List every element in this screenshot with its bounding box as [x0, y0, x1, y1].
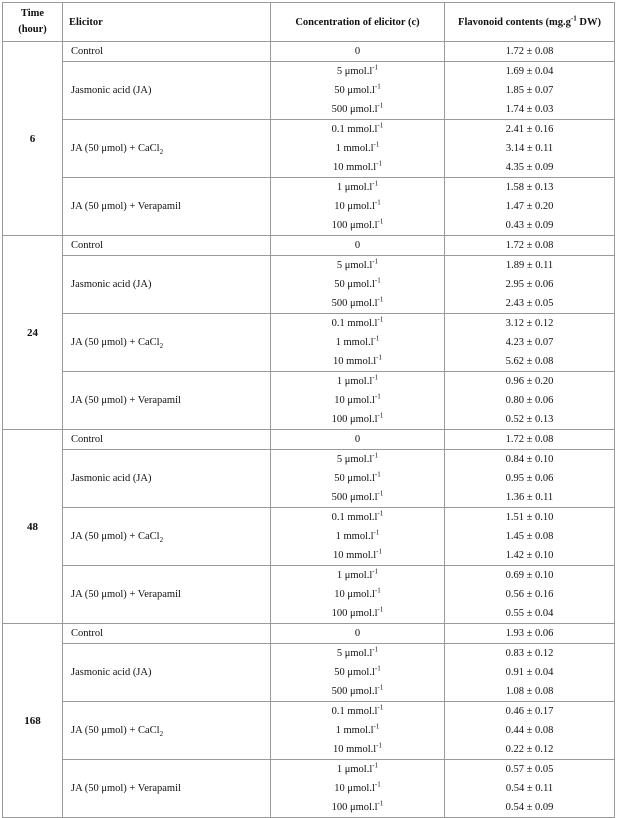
conc-value: 0	[354, 628, 361, 639]
conc-value	[271, 644, 444, 663]
unit-superscript: -1	[372, 567, 379, 576]
flavonoid-value: 0.55 ± 0.04	[505, 608, 554, 619]
flavonoid-value: 3.14 ± 0.11	[505, 143, 554, 154]
flavonoid-value: 3.12 ± 0.12	[505, 318, 554, 329]
flavonoid-value: 1.72 ± 0.08	[505, 46, 554, 57]
flavonoid-value: 0.69 ± 0.10	[505, 570, 554, 581]
header-time-label: Time	[20, 8, 45, 19]
unit-superscript: -1	[377, 121, 384, 130]
conc-value	[271, 391, 444, 410]
conc-value	[271, 178, 444, 197]
conc-stack	[271, 450, 445, 508]
elicitor-ja: Jasmonic acid (JA)	[63, 644, 271, 702]
table-row	[3, 372, 615, 430]
conc-text: 5 μmol.l	[336, 648, 373, 659]
conc-value	[271, 527, 444, 546]
header-flavonoid-label: Flavonoid contents (mg.g	[458, 16, 571, 28]
flavonoid-value: 0.22 ± 0.12	[505, 744, 554, 755]
conc-text: 500 μmol.l	[331, 298, 378, 309]
elicitor-label: JA (50 μmol) + CaCl	[71, 337, 160, 348]
elicitor-subscript: 2	[159, 536, 164, 545]
conc-text: 10 μmol.l	[334, 589, 375, 600]
flavonoid-value: 0.57 ± 0.05	[505, 764, 554, 775]
conc-value	[271, 798, 444, 817]
conc-value	[271, 566, 444, 585]
unit-superscript: -1	[372, 761, 379, 770]
conc-text: 500 μmol.l	[331, 686, 378, 697]
conc-text: 1 mmol.l	[335, 725, 374, 736]
conc-value	[271, 372, 444, 391]
conc-stack	[271, 62, 445, 120]
elicitor-control: Control	[63, 430, 271, 450]
unit-superscript: -1	[377, 295, 384, 304]
time-cell: 48	[3, 430, 63, 624]
header-row	[3, 3, 615, 42]
flavonoid-value: 1.58 ± 0.13	[505, 182, 554, 193]
flavonoid-value: 0.52 ± 0.13	[505, 414, 554, 425]
unit-superscript: -1	[377, 411, 384, 420]
conc-text: 10 μmol.l	[334, 783, 375, 794]
flavonoid-value: 0.91 ± 0.04	[505, 667, 554, 678]
conc-value	[271, 216, 444, 235]
unit-superscript: -1	[372, 451, 379, 460]
elicitor-ja: Jasmonic acid (JA)	[63, 450, 271, 508]
conc-text: 10 mmol.l	[332, 356, 377, 367]
conc-text: 5 μmol.l	[336, 66, 373, 77]
flavonoid-value: 2.41 ± 0.16	[505, 124, 554, 135]
unit-superscript: -1	[372, 373, 379, 382]
conc-stack	[271, 702, 445, 760]
table-row	[3, 450, 615, 508]
unit-superscript: -1	[373, 334, 380, 343]
table-row	[3, 644, 615, 702]
conc-text: 100 μmol.l	[331, 414, 378, 425]
flavonoid-value: 0.83 ± 0.12	[505, 648, 554, 659]
unit-superscript: -1	[374, 82, 381, 91]
conc-text: 50 μmol.l	[334, 279, 375, 290]
unit-superscript: -1	[376, 159, 382, 168]
conc-text: 1 mmol.l	[335, 531, 374, 542]
flavonoid-value: 1.36 ± 0.11	[505, 492, 554, 503]
flavonoid-value: 0.84 ± 0.10	[505, 454, 554, 465]
flavonoid-stack	[445, 314, 615, 372]
conc-value	[271, 256, 444, 275]
flavonoid-control	[445, 624, 615, 644]
conc-text: 10 μmol.l	[334, 201, 375, 212]
flavonoid-value: 2.95 ± 0.06	[505, 279, 554, 290]
conc-text: 100 μmol.l	[331, 220, 378, 231]
flavonoid-value: 1.72 ± 0.08	[505, 434, 554, 445]
flavonoid-value: 0.54 ± 0.11	[505, 783, 554, 794]
conc-stack	[271, 644, 445, 702]
unit-superscript: -1	[377, 683, 384, 692]
elicitor-ja-verapamil: JA (50 μmol) + Verapamil	[63, 372, 271, 430]
conc-value	[271, 585, 444, 604]
flavonoid-stack	[445, 62, 615, 120]
conc-value	[271, 721, 444, 740]
flavonoid-stack	[445, 760, 615, 818]
flavonoid-value: 0.95 ± 0.06	[505, 473, 554, 484]
unit-superscript: -1	[374, 586, 381, 595]
conc-value	[271, 469, 444, 488]
table-row	[3, 430, 615, 450]
header-flavonoid-sup: -1	[570, 14, 577, 22]
flavonoid-value: 1.72 ± 0.08	[505, 240, 554, 251]
unit-superscript: -1	[372, 257, 379, 266]
conc-value	[271, 158, 444, 177]
header-time	[3, 3, 63, 42]
conc-value	[271, 604, 444, 623]
conc-value	[271, 546, 444, 565]
conc-value	[271, 488, 444, 507]
unit-superscript: -1	[377, 489, 384, 498]
conc-value	[271, 740, 444, 759]
flavonoid-stack	[445, 702, 615, 760]
flavonoid-value: 0.96 ± 0.20	[505, 376, 554, 387]
conc-value	[271, 139, 444, 158]
unit-superscript: -1	[373, 528, 380, 537]
flavonoid-value: 1.45 ± 0.08	[505, 531, 554, 542]
conc-text: 100 μmol.l	[331, 802, 378, 813]
elicitor-label: JA (50 μmol) + CaCl	[71, 725, 160, 736]
conc-text: 1 μmol.l	[336, 182, 373, 193]
table-row	[3, 760, 615, 818]
flavonoid-value: 5.62 ± 0.08	[505, 356, 554, 367]
flavonoid-control	[445, 42, 615, 62]
conc-stack	[271, 372, 445, 430]
conc-text: 1 μmol.l	[336, 376, 373, 387]
elicitor-subscript: 2	[159, 730, 164, 739]
elicitor-ja-verapamil: JA (50 μmol) + Verapamil	[63, 760, 271, 818]
conc-value	[271, 62, 444, 81]
unit-superscript: -1	[373, 140, 380, 149]
table-row	[3, 42, 615, 62]
flavonoid-stack	[445, 372, 615, 430]
elicitor-ja: Jasmonic acid (JA)	[63, 256, 271, 314]
unit-superscript: -1	[377, 703, 384, 712]
elicitor-control: Control	[63, 42, 271, 62]
flavonoid-value: 4.35 ± 0.09	[505, 162, 554, 173]
conc-stack	[271, 256, 445, 314]
unit-superscript: -1	[372, 645, 379, 654]
flavonoid-control	[445, 236, 615, 256]
unit-superscript: -1	[372, 63, 379, 72]
flavonoid-value: 1.47 ± 0.20	[505, 201, 554, 212]
flavonoid-value: 0.43 ± 0.09	[505, 220, 554, 231]
unit-superscript: -1	[374, 664, 381, 673]
conc-text: 50 μmol.l	[334, 667, 375, 678]
conc-stack	[271, 566, 445, 624]
conc-text: 10 mmol.l	[332, 550, 377, 561]
conc-text: 1 mmol.l	[335, 143, 374, 154]
conc-text: 1 μmol.l	[336, 764, 373, 775]
flavonoid-stack	[445, 508, 615, 566]
flavonoid-value: 0.44 ± 0.08	[505, 725, 554, 736]
unit-superscript: -1	[373, 722, 380, 731]
conc-text: 0.1 mmol.l	[331, 706, 378, 717]
flavonoid-value: 1.85 ± 0.07	[505, 85, 554, 96]
table-row	[3, 120, 615, 178]
flavonoid-value: 1.69 ± 0.04	[505, 66, 554, 77]
table-body	[3, 42, 615, 818]
conc-value	[271, 410, 444, 429]
conc-text: 0.1 mmol.l	[331, 512, 378, 523]
conc-value	[271, 508, 444, 527]
conc-text: 10 mmol.l	[332, 162, 377, 173]
conc-text: 5 μmol.l	[336, 454, 373, 465]
table-row	[3, 508, 615, 566]
unit-superscript: -1	[376, 741, 382, 750]
unit-superscript: -1	[376, 353, 382, 362]
conc-value	[271, 81, 444, 100]
flavonoid-value: 1.42 ± 0.10	[505, 550, 554, 561]
conc-value	[271, 314, 444, 333]
unit-superscript: -1	[377, 217, 384, 226]
flavonoid-value: 0.46 ± 0.17	[505, 706, 554, 717]
conc-value: 0	[354, 46, 361, 57]
conc-value	[271, 100, 444, 119]
flavonoid-stack	[445, 120, 615, 178]
unit-superscript: -1	[374, 780, 381, 789]
flavonoid-value: 1.08 ± 0.08	[505, 686, 554, 697]
time-cell: 6	[3, 42, 63, 236]
flavonoid-control	[445, 430, 615, 450]
elicitor-control: Control	[63, 236, 271, 256]
table-row	[3, 314, 615, 372]
conc-value	[271, 450, 444, 469]
conc-value	[271, 352, 444, 371]
elicitor-control: Control	[63, 624, 271, 644]
flavonoid-stack	[445, 256, 615, 314]
unit-superscript: -1	[374, 198, 381, 207]
flavonoid-value: 4.23 ± 0.07	[505, 337, 554, 348]
flavonoid-value: 1.51 ± 0.10	[505, 512, 554, 523]
flavonoid-value: 0.56 ± 0.16	[505, 589, 554, 600]
header-flavonoid-tail: DW)	[576, 16, 601, 28]
elicitor-ja-cacl2	[63, 508, 271, 566]
elicitor-ja-verapamil: JA (50 μmol) + Verapamil	[63, 566, 271, 624]
conc-value: 0	[354, 240, 361, 251]
header-time-unit: (hour)	[18, 24, 47, 35]
flavonoid-value: 1.93 ± 0.06	[505, 628, 554, 639]
conc-value	[271, 197, 444, 216]
conc-text: 0.1 mmol.l	[331, 124, 378, 135]
time-cell: 24	[3, 236, 63, 430]
conc-text: 0.1 mmol.l	[331, 318, 378, 329]
flavonoid-value: 1.74 ± 0.03	[505, 104, 554, 115]
unit-superscript: -1	[377, 101, 384, 110]
conc-value	[271, 663, 444, 682]
conc-text: 50 μmol.l	[334, 473, 375, 484]
unit-superscript: -1	[374, 470, 381, 479]
header-concentration: Concentration of elicitor (c)	[271, 3, 445, 42]
table-row	[3, 702, 615, 760]
flavonoid-table	[2, 2, 615, 818]
flavonoid-value: 1.89 ± 0.11	[505, 260, 554, 271]
flavonoid-stack	[445, 450, 615, 508]
elicitor-label: JA (50 μmol) + CaCl	[71, 143, 160, 154]
table-row	[3, 566, 615, 624]
conc-value	[271, 682, 444, 701]
conc-text: 50 μmol.l	[334, 85, 375, 96]
conc-value	[271, 275, 444, 294]
unit-superscript: -1	[377, 799, 384, 808]
conc-stack	[271, 314, 445, 372]
elicitor-ja: Jasmonic acid (JA)	[63, 62, 271, 120]
conc-text: 500 μmol.l	[331, 104, 378, 115]
unit-superscript: -1	[374, 276, 381, 285]
conc-stack	[271, 120, 445, 178]
conc-value	[271, 702, 444, 721]
elicitor-subscript: 2	[159, 148, 164, 157]
conc-value: 0	[354, 434, 361, 445]
elicitor-ja-cacl2	[63, 314, 271, 372]
conc-text: 500 μmol.l	[331, 492, 378, 503]
elicitor-subscript: 2	[159, 342, 164, 351]
table-row	[3, 624, 615, 644]
conc-control	[271, 430, 445, 450]
conc-control	[271, 624, 445, 644]
header-flavonoid	[445, 3, 615, 42]
elicitor-label: JA (50 μmol) + CaCl	[71, 531, 160, 542]
conc-value	[271, 294, 444, 313]
unit-superscript: -1	[372, 179, 379, 188]
conc-value	[271, 779, 444, 798]
flavonoid-stack	[445, 178, 615, 236]
table-row	[3, 256, 615, 314]
elicitor-ja-verapamil: JA (50 μmol) + Verapamil	[63, 178, 271, 236]
unit-superscript: -1	[376, 547, 382, 556]
conc-stack	[271, 508, 445, 566]
conc-text: 1 μmol.l	[336, 570, 373, 581]
unit-superscript: -1	[377, 605, 384, 614]
unit-superscript: -1	[377, 315, 384, 324]
conc-text: 10 μmol.l	[334, 395, 375, 406]
elicitor-ja-cacl2	[63, 702, 271, 760]
conc-control	[271, 236, 445, 256]
conc-text: 5 μmol.l	[336, 260, 373, 271]
table-row	[3, 62, 615, 120]
flavonoid-stack	[445, 644, 615, 702]
conc-stack	[271, 178, 445, 236]
header-elicitor: Elicitor	[63, 3, 271, 42]
time-cell: 168	[3, 624, 63, 818]
conc-value	[271, 760, 444, 779]
conc-value	[271, 333, 444, 352]
elicitor-ja-cacl2	[63, 120, 271, 178]
flavonoid-value: 2.43 ± 0.05	[505, 298, 554, 309]
unit-superscript: -1	[374, 392, 381, 401]
table-row	[3, 178, 615, 236]
table-row	[3, 236, 615, 256]
conc-control	[271, 42, 445, 62]
flavonoid-stack	[445, 566, 615, 624]
flavonoid-value: 0.54 ± 0.09	[505, 802, 554, 813]
conc-text: 100 μmol.l	[331, 608, 378, 619]
conc-text: 1 mmol.l	[335, 337, 374, 348]
flavonoid-value: 0.80 ± 0.06	[505, 395, 554, 406]
conc-value	[271, 120, 444, 139]
unit-superscript: -1	[377, 509, 384, 518]
conc-stack	[271, 760, 445, 818]
conc-text: 10 mmol.l	[332, 744, 377, 755]
